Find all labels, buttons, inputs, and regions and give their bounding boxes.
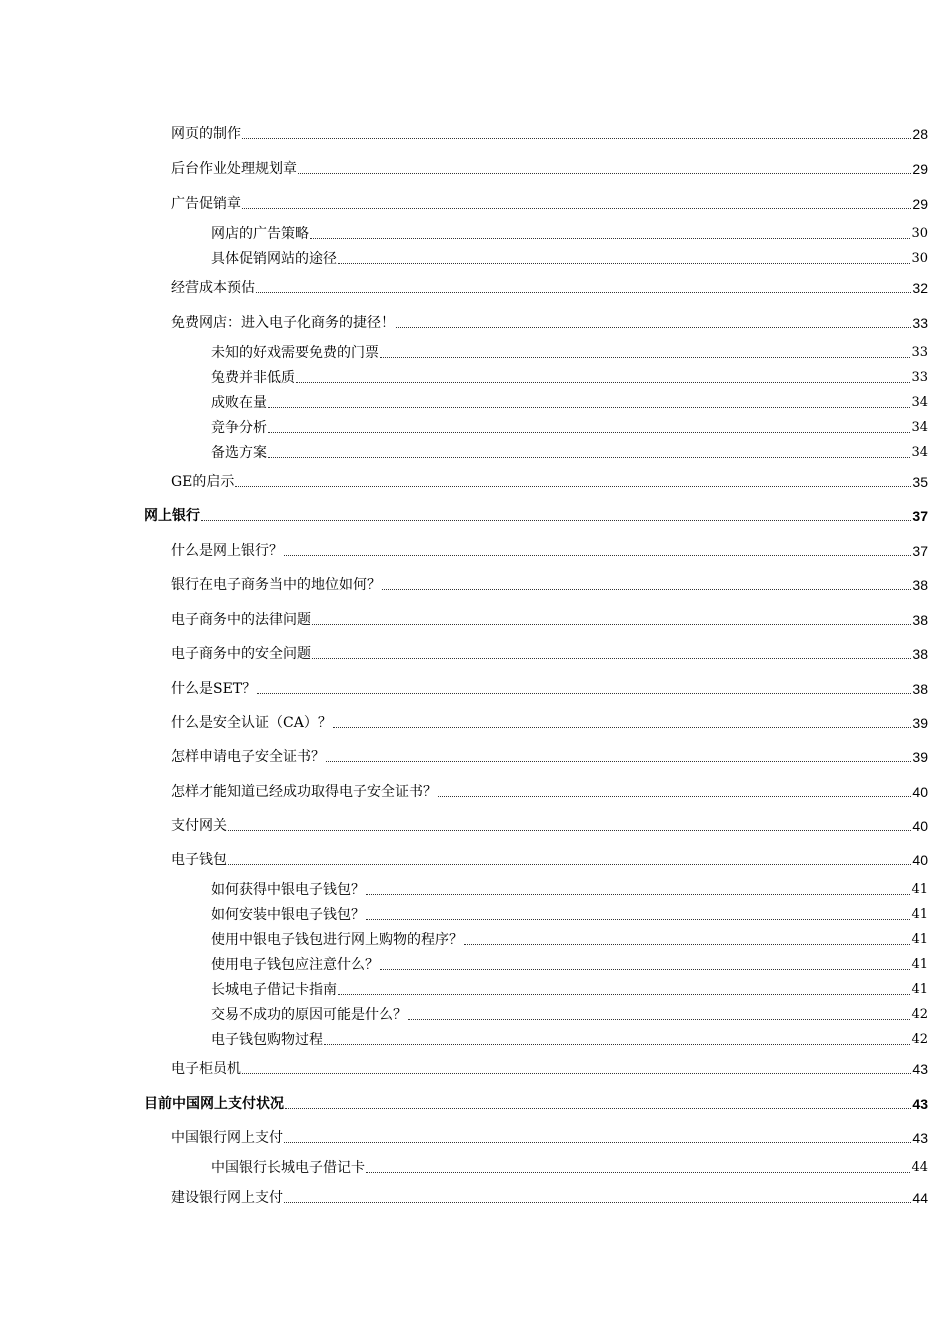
toc-entry	[171, 543, 928, 559]
dot-leader	[380, 969, 910, 970]
dot-leader	[201, 520, 911, 521]
toc-entry	[171, 852, 928, 868]
toc-entry-title: 长城电子借记卡指南	[211, 982, 337, 998]
dot-leader	[324, 1044, 910, 1045]
toc-entry	[171, 1061, 928, 1077]
toc-entry-page: 39	[912, 715, 928, 731]
toc-entry-title: 如何安装中银电子钱包？	[211, 907, 365, 923]
toc-entry	[211, 1160, 928, 1176]
dot-leader	[338, 263, 910, 264]
dot-leader	[408, 1019, 910, 1020]
toc-entry	[211, 1007, 928, 1023]
toc-entry-title: 成败在量	[211, 395, 267, 411]
toc-entry-page: 34	[911, 445, 928, 460]
toc-entry-title: 具体促销网站的途径	[211, 251, 337, 267]
toc-entry-title: 中国银行网上支付	[171, 1130, 283, 1146]
toc-entry-page: 34	[911, 395, 928, 410]
toc-entry	[171, 646, 928, 662]
toc-entry-page: 38	[912, 577, 928, 593]
toc-entry-page: 29	[912, 196, 928, 212]
dot-leader	[382, 589, 911, 590]
dot-leader	[396, 327, 911, 328]
dot-leader	[380, 357, 910, 358]
toc-entry-page: 37	[912, 508, 928, 524]
toc-entry-page: 43	[912, 1061, 928, 1077]
toc-entry-page: 34	[911, 420, 928, 435]
toc-entry-title: 怎样才能知道已经成功取得电子安全证书？	[171, 784, 437, 800]
toc-entry	[171, 818, 928, 834]
toc-entry-page: 43	[912, 1096, 928, 1112]
dot-leader	[310, 238, 910, 239]
toc-entry-page: 30	[911, 226, 928, 241]
toc-entry-page: 42	[911, 1007, 928, 1022]
toc-entry	[211, 882, 928, 898]
toc-entry	[171, 577, 928, 593]
toc-entry-page: 33	[911, 370, 928, 385]
dot-leader	[284, 1142, 911, 1143]
toc-entry-title: 免费网店：进入电子化商务的捷径！	[171, 315, 395, 331]
toc-entry-title: 银行在电子商务当中的地位如何？	[171, 577, 381, 593]
dot-leader	[312, 624, 911, 625]
toc-entry-title: 电子钱包	[171, 852, 227, 868]
toc-entry	[171, 784, 928, 800]
toc-entry-title: 竞争分析	[211, 420, 267, 436]
dot-leader	[285, 1108, 911, 1109]
toc-entry-title: 交易不成功的原因可能是什么？	[211, 1007, 407, 1023]
toc-entry-title: 什么是SET？	[171, 681, 257, 697]
toc-entry	[171, 1190, 928, 1206]
dot-leader	[257, 693, 911, 694]
toc-entry-title: 中国银行长城电子借记卡	[211, 1160, 365, 1176]
dot-leader	[284, 555, 911, 556]
toc-entry	[144, 1096, 928, 1112]
dot-leader	[242, 138, 911, 139]
toc-entry-page: 28	[912, 126, 928, 142]
toc-entry	[171, 161, 928, 177]
toc-entry-title: 什么是网上银行？	[171, 543, 283, 559]
dot-leader	[268, 457, 910, 458]
dot-leader	[284, 1202, 911, 1203]
toc-entry-title: 使用中银电子钱包进行网上购物的程序？	[211, 932, 463, 948]
toc-entry-title: 后台作业处理规划章	[171, 161, 297, 177]
toc-entry-title: 广告促销章	[171, 196, 241, 212]
dot-leader	[296, 382, 910, 383]
toc-entry-page: 41	[911, 907, 928, 922]
dot-leader	[228, 830, 911, 831]
toc-entry	[211, 1032, 928, 1048]
dot-leader	[464, 944, 910, 945]
toc-entry-page: 38	[912, 612, 928, 628]
dot-leader	[326, 761, 911, 762]
toc-entry-page: 41	[911, 982, 928, 997]
toc-entry	[211, 251, 928, 267]
dot-leader	[312, 658, 911, 659]
toc-entry-title: 目前中国网上支付状况	[144, 1096, 284, 1112]
toc-entry-title: 电子商务中的安全问题	[171, 646, 311, 662]
dot-leader	[338, 994, 910, 995]
toc-entry-page: 35	[912, 474, 928, 490]
toc-entry	[211, 957, 928, 973]
dot-leader	[235, 486, 911, 487]
toc-entry	[171, 474, 928, 490]
toc-entry-page: 40	[912, 784, 928, 800]
toc-entry	[211, 445, 928, 461]
toc-entry	[171, 749, 928, 765]
toc-entry	[171, 280, 928, 296]
toc-entry-title: 如何获得中银电子钱包？	[211, 882, 365, 898]
toc-entry-page: 42	[911, 1032, 928, 1047]
toc-entry-page: 41	[911, 882, 928, 897]
toc-entry-page: 44	[911, 1160, 928, 1175]
toc-entry-title: 未知的好戏需要免费的门票	[211, 345, 379, 361]
toc-entry-page: 33	[912, 315, 928, 331]
toc-entry-title: 怎样申请电子安全证书？	[171, 749, 325, 765]
toc-entry-title: GE的启示	[171, 474, 235, 490]
toc-entry	[171, 196, 928, 212]
toc-entry-title: 电子柜员机	[171, 1061, 241, 1077]
toc-entry	[171, 681, 928, 697]
toc-entry	[171, 315, 928, 331]
toc-entry	[211, 226, 928, 242]
toc-entry-title: 使用电子钱包应注意什么？	[211, 957, 379, 973]
toc-entry	[211, 370, 928, 386]
toc-entry-title: 经营成本预估	[171, 280, 255, 296]
toc-entry	[211, 420, 928, 436]
dot-leader	[228, 864, 911, 865]
dot-leader	[438, 796, 911, 797]
toc-entry-title: 建设银行网上支付	[171, 1190, 283, 1206]
toc-entry-page: 38	[912, 681, 928, 697]
dot-leader	[333, 727, 912, 728]
dot-leader	[366, 1172, 910, 1173]
toc-entry-page: 39	[912, 749, 928, 765]
toc-entry-title: 网店的广告策略	[211, 226, 309, 242]
toc-entry	[211, 932, 928, 948]
dot-leader	[242, 1073, 911, 1074]
toc-entry	[144, 508, 928, 524]
dot-leader	[256, 292, 911, 293]
dot-leader	[268, 407, 910, 408]
toc-entry-title: 网上银行	[144, 508, 200, 524]
toc-entry-page: 43	[912, 1130, 928, 1146]
toc-entry-title: 电子商务中的法律问题	[171, 612, 311, 628]
toc-entry-page: 38	[912, 646, 928, 662]
toc-entry-page: 44	[912, 1190, 928, 1206]
toc-entry-title: 网页的制作	[171, 126, 241, 142]
toc-entry	[171, 126, 928, 142]
toc-entry	[211, 345, 928, 361]
toc-entry-page: 29	[912, 161, 928, 177]
toc-entry-title: 什么是安全认证（CA）？	[171, 715, 332, 731]
toc-entry-page: 40	[912, 818, 928, 834]
toc-entry-page: 33	[911, 345, 928, 360]
toc-entry	[211, 907, 928, 923]
toc-entry	[171, 715, 928, 731]
toc-entry-page: 32	[912, 280, 928, 296]
dot-leader	[366, 894, 910, 895]
toc-entry-title: 兔费并非低质	[211, 370, 295, 386]
toc-entry-page: 37	[912, 543, 928, 559]
toc-entry-page: 30	[911, 251, 928, 266]
toc-entry-page: 41	[911, 932, 928, 947]
toc-entry	[171, 612, 928, 628]
dot-leader	[242, 208, 911, 209]
toc-entry-title: 支付网关	[171, 818, 227, 834]
toc-entry	[211, 982, 928, 998]
toc-entry-title: 电子钱包购物过程	[211, 1032, 323, 1048]
dot-leader	[268, 432, 910, 433]
toc-entry-page: 40	[912, 852, 928, 868]
dot-leader	[366, 919, 910, 920]
toc-entry-page: 41	[911, 957, 928, 972]
toc-entry-title: 备选方案	[211, 445, 267, 461]
toc-entry	[211, 395, 928, 411]
toc-entry	[171, 1130, 928, 1146]
dot-leader	[298, 173, 911, 174]
